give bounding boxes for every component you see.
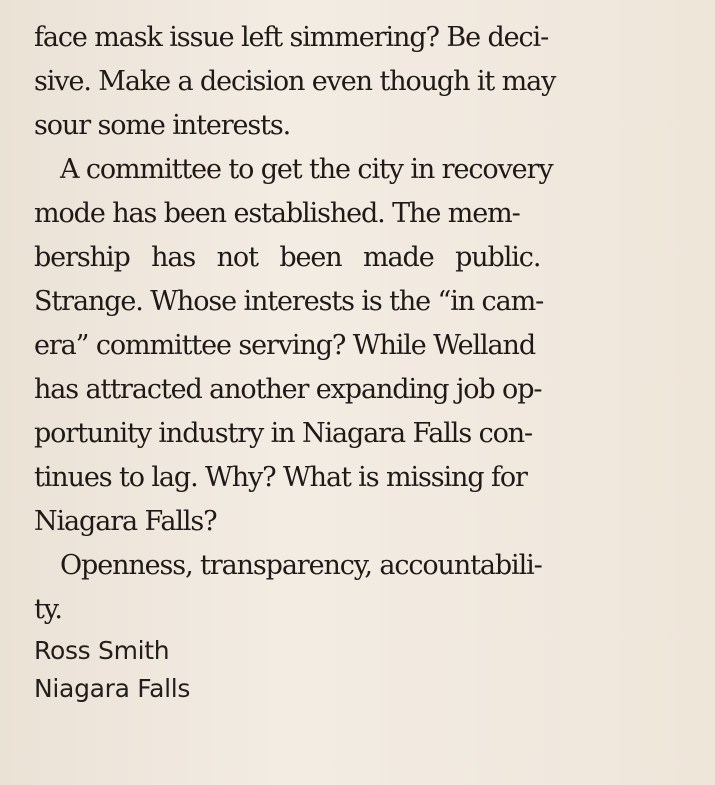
text-line: Strange. Whose interests is the “in cam- bbox=[34, 286, 544, 317]
paragraph-openness bbox=[34, 544, 694, 632]
paragraph-continued bbox=[34, 16, 694, 148]
paragraph-committee bbox=[34, 148, 694, 544]
author-location: Niagara Falls bbox=[34, 674, 191, 703]
text-line: tinues to lag. Why? What is missing for bbox=[34, 462, 527, 493]
letter-article bbox=[34, 16, 694, 708]
text-line: bership has not been made public. bbox=[34, 242, 541, 273]
text-line: face mask issue left simmering? Be deci- bbox=[34, 22, 549, 53]
text-line: sive. Make a decision even though it may bbox=[34, 66, 556, 97]
text-line: mode has been established. The mem- bbox=[34, 198, 520, 229]
signature-block bbox=[34, 632, 694, 708]
text-line: era” committee serving? While Welland bbox=[34, 330, 536, 361]
text-line: Niagara Falls? bbox=[34, 506, 217, 537]
text-line: portunity industry in Niagara Falls con- bbox=[34, 418, 533, 449]
text-line: has attracted another expanding job op- bbox=[34, 374, 542, 405]
text-line: A committee to get the city in recovery bbox=[60, 154, 553, 185]
text-line: ty. bbox=[34, 594, 62, 625]
author-name: Ross Smith bbox=[34, 636, 170, 665]
text-line: sour some interests. bbox=[34, 110, 291, 141]
text-line: Openness, transparency, accountabili- bbox=[60, 550, 542, 581]
